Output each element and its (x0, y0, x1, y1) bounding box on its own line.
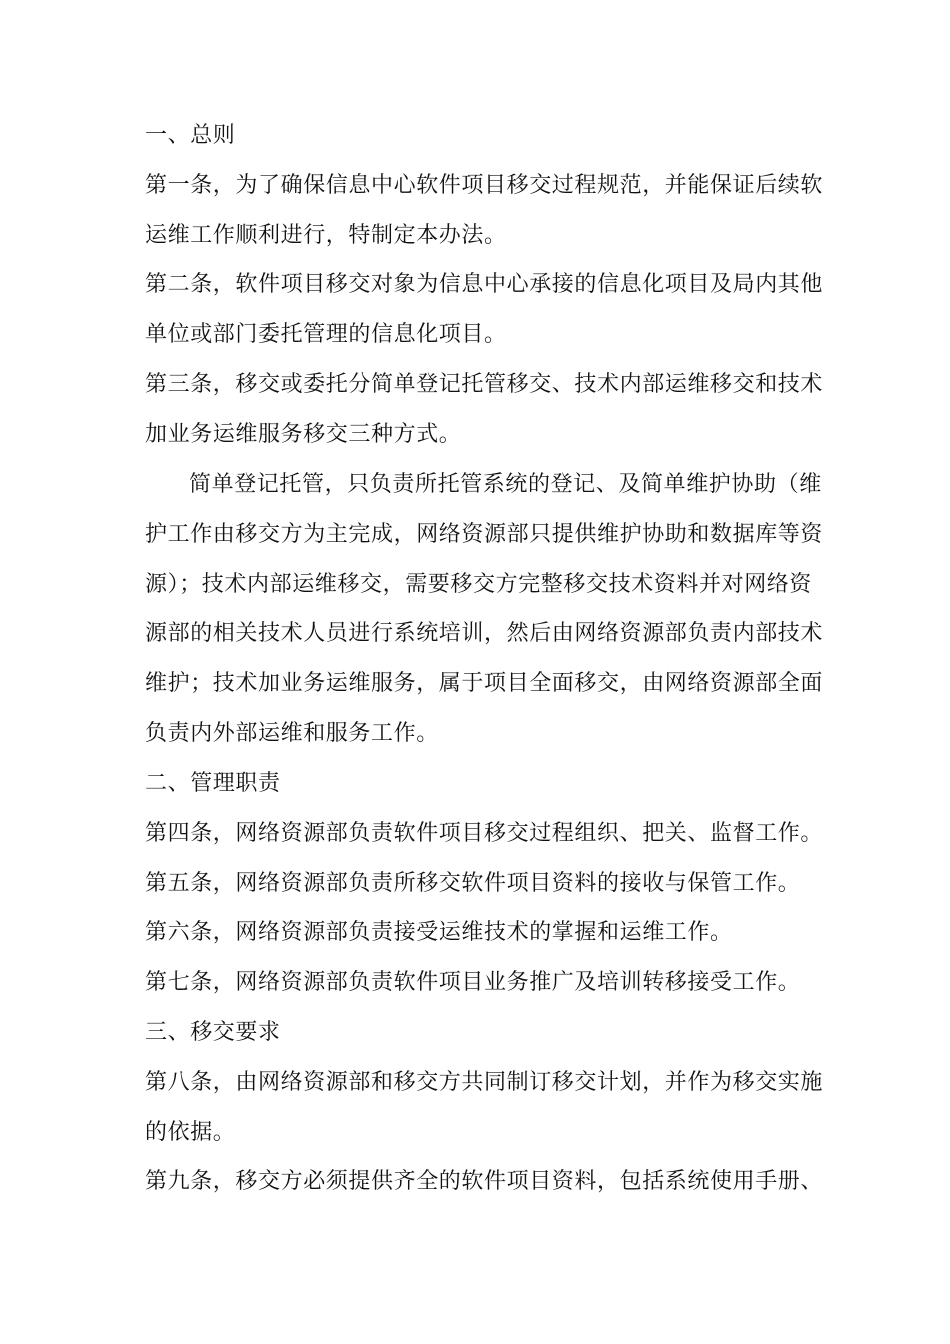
section-heading-requirements: 三、移交要求 (145, 1020, 281, 1045)
paragraph-line-5: 维护；技术加业务运维服务，属于项目全面移交，由网络资源部全面 (145, 671, 824, 696)
article-3-line-2: 加业务运维服务移交三种方式。 (145, 422, 462, 447)
paragraph-line-6: 负责内外部运维和服务工作。 (145, 721, 439, 746)
article-3-line-1: 第三条，移交或委托分简单登记托管移交、技术内部运维移交和技术 (145, 372, 824, 397)
paragraph-line-3: 源）；技术内部运维移交，需要移交方完整移交技术资料并对网络资 (145, 572, 813, 597)
article-9-line-1: 第九条，移交方必须提供齐全的软件项目资料，包括系统使用手册、 (145, 1169, 824, 1194)
article-1-line-2: 运维工作顺利进行，特制定本办法。 (145, 223, 507, 248)
section-heading-general: 一、总则 (145, 123, 236, 148)
paragraph-line-2: 护工作由移交方为主完成，网络资源部只提供维护协助和数据库等资 (145, 522, 824, 547)
article-6: 第六条，网络资源部负责接受运维技术的掌握和运维工作。 (145, 920, 733, 945)
article-2-line-2: 单位或部门委托管理的信息化项目。 (145, 322, 507, 347)
article-5: 第五条，网络资源部负责所移交软件项目资料的接收与保管工作。 (145, 871, 801, 896)
article-1-line-1: 第一条，为了确保信息中心软件项目移交过程规范，并能保证后续软 (145, 173, 824, 198)
article-4: 第四条，网络资源部负责软件项目移交过程组织、把关、监督工作。 (145, 821, 824, 846)
article-8-line-2: 的依据。 (145, 1120, 236, 1145)
article-7: 第七条，网络资源部负责软件项目业务推广及培训转移接受工作。 (145, 970, 801, 995)
article-2-line-1: 第二条，软件项目移交对象为信息中心承接的信息化项目及局内其他 (145, 272, 824, 297)
section-heading-duties: 二、管理职责 (145, 771, 281, 796)
article-8-line-1: 第八条，由网络资源部和移交方共同制订移交计划，并作为移交实施 (145, 1070, 824, 1095)
paragraph-line-1: 简单登记托管，只负责所托管系统的登记、及简单维护协助（维 (189, 472, 822, 497)
paragraph-line-4: 源部的相关技术人员进行系统培训，然后由网络资源部负责内部技术 (145, 621, 824, 646)
